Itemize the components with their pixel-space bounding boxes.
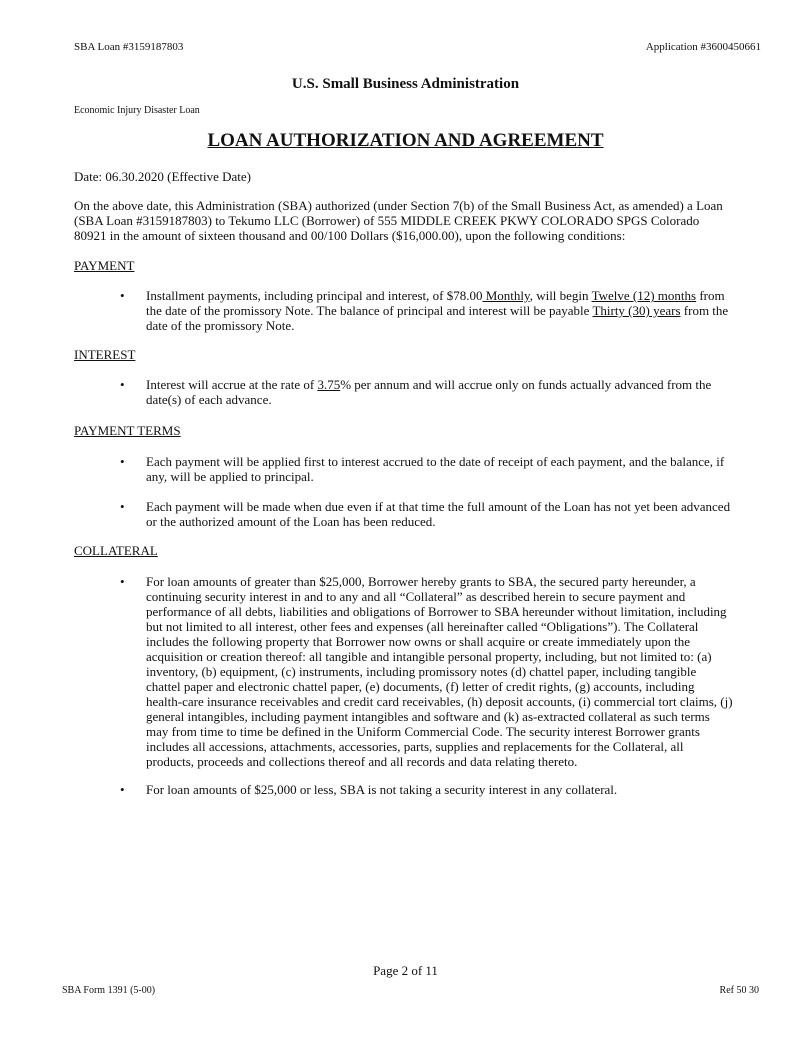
text-segment: % per annum and will accrue only on funds actually advanced from the xyxy=(340,377,712,392)
bullet-icon: • xyxy=(120,377,125,392)
text-segment: Installment payments, including principal and interest, of $78.00 xyxy=(146,288,483,303)
text-segment: On the above date, this Administration (SBA) authorized (under Section 7(b) of the Small Business Act, as amended) a Loan xyxy=(74,198,723,213)
text-segment: , will begin xyxy=(529,288,592,303)
bullet-item xyxy=(120,574,733,769)
text-line xyxy=(146,619,733,634)
text-segment: the date of the promissory Note. The balance of principal and interest will be payable xyxy=(146,303,593,318)
text-line xyxy=(146,649,733,664)
text-line xyxy=(146,454,724,469)
text-segment: any, will be applied to principal. xyxy=(146,469,314,484)
reference: Ref 50 30 xyxy=(719,985,759,996)
loan-number: SBA Loan #3159187803 xyxy=(74,41,184,53)
text-line xyxy=(146,303,728,318)
text-segment: includes the following property that Borrower now owns or shall acquire or create immediately upon the xyxy=(146,634,691,649)
bullet-item xyxy=(120,288,729,333)
text-line xyxy=(74,213,723,228)
bullet-icon: • xyxy=(120,499,125,514)
effective-date: Date: 06.30.2020 (Effective Date) xyxy=(74,169,251,184)
text-line xyxy=(74,198,723,213)
text-line xyxy=(146,288,728,303)
text-line xyxy=(146,392,711,407)
text-line xyxy=(146,679,733,694)
text-segment: For loan amounts of $25,000 or less, SBA is not taking a security interest in any collateral. xyxy=(146,782,618,797)
text-segment: performance of all debts, liabilities and obligations of Borrower to SBA hereunder without limitation, including xyxy=(146,604,727,619)
text-segment: acquisition or creation thereof: all tangible and intangible personal property, including, but not limited to: (a) xyxy=(146,649,712,664)
text-segment: (SBA Loan #3159187803) to Tekumo LLC (Borrower) of 555 MIDDLE CREEK PKWY COLORADO SPGS Colorado xyxy=(74,213,700,228)
section-heading: COLLATERAL xyxy=(74,543,158,558)
underlined-term: Twelve (12) months xyxy=(591,288,697,303)
text-segment: date(s) of each advance. xyxy=(146,392,272,407)
text-segment: but not limited to all interest, other fees and expenses (all hereinafter called “Obligations”). The Collateral xyxy=(146,619,699,634)
text-line xyxy=(146,709,733,724)
text-line xyxy=(146,604,733,619)
text-line xyxy=(146,318,728,333)
text-segment: from the xyxy=(680,303,729,318)
application-number: Application #3600450661 xyxy=(645,41,761,53)
bullet-icon: • xyxy=(120,454,125,469)
text-line xyxy=(146,589,733,604)
text-segment: chattel paper and electronic chattel paper, (e) documents, (f) letter of credit rights, (g) accounts, including xyxy=(146,679,695,694)
text-line xyxy=(146,469,724,484)
text-segment: Interest will accrue at the rate of xyxy=(146,377,318,392)
bullet-icon: • xyxy=(120,288,125,303)
loan-type: Economic Injury Disaster Loan xyxy=(74,105,200,116)
text-segment: Each payment will be made when due even if at that time the full amount of the Loan has not yet been advanced xyxy=(146,499,731,514)
bullet-item xyxy=(120,454,725,484)
text-segment: or the authorized amount of the Loan has been reduced. xyxy=(146,514,436,529)
intro-paragraph xyxy=(74,198,723,243)
text-line xyxy=(146,724,733,739)
text-line xyxy=(146,694,733,709)
bullet-item xyxy=(120,377,712,407)
text-segment: general intangibles, including payment intangibles and software and (k) as-extracted collateral as such terms xyxy=(146,709,710,724)
text-line xyxy=(146,754,733,769)
text-segment: Each payment will be applied first to interest accrued to the date of receipt of each payment, and the balance, if xyxy=(146,454,725,469)
text-line xyxy=(146,782,617,797)
text-segment: continuing security interest in and to any and all “Collateral” as described herein to secure payment and xyxy=(146,589,686,604)
bullet-item xyxy=(120,499,731,529)
text-line xyxy=(146,514,730,529)
text-segment: may from time to time be defined in the Uniform Commercial Code. The security interest Borrower grants xyxy=(146,724,700,739)
bullet-icon: • xyxy=(120,782,125,797)
text-segment: from xyxy=(696,288,725,303)
text-segment: products, proceeds and collections thereof and all records and data relating thereto. xyxy=(146,754,578,769)
underlined-term: Thirty (30) years xyxy=(592,303,681,318)
text-line xyxy=(146,574,733,589)
page-number: Page 2 of 11 xyxy=(373,963,438,978)
text-line xyxy=(146,377,711,392)
text-segment: For loan amounts of greater than $25,000, Borrower hereby grants to SBA, the secured party hereunder, a xyxy=(146,574,696,589)
text-line xyxy=(146,499,730,514)
text-line xyxy=(146,739,733,754)
text-line xyxy=(146,634,733,649)
agency-name: U.S. Small Business Administration xyxy=(291,76,520,92)
section-heading: PAYMENT xyxy=(74,258,135,273)
bullet-item xyxy=(120,782,618,797)
form-number: SBA Form 1391 (5-00) xyxy=(62,985,156,996)
underlined-term: 3.75 xyxy=(317,377,341,392)
section-heading: INTEREST xyxy=(74,347,136,362)
text-segment: 80921 in the amount of sixteen thousand and 00/100 Dollars ($16,000.00), upon the following conditions: xyxy=(74,228,626,243)
text-segment: includes all accessions, attachments, accessories, parts, supplies and replacements for the Collateral, all xyxy=(146,739,684,754)
text-segment: date of the promissory Note. xyxy=(146,318,295,333)
text-segment: inventory, (b) equipment, (c) instruments, including promissory notes (d) chattel paper, including tangible xyxy=(146,664,697,679)
text-line xyxy=(146,664,733,679)
underlined-term: Monthly xyxy=(482,288,530,303)
text-line xyxy=(74,228,723,243)
document-title: LOAN AUTHORIZATION AND AGREEMENT xyxy=(207,130,604,151)
text-segment: health-care insurance receivables and credit card receivables, (h) deposit accounts, (i) commercial tort claims, (j) xyxy=(146,694,733,709)
bullet-icon: • xyxy=(120,574,125,589)
section-heading: PAYMENT TERMS xyxy=(74,423,181,438)
